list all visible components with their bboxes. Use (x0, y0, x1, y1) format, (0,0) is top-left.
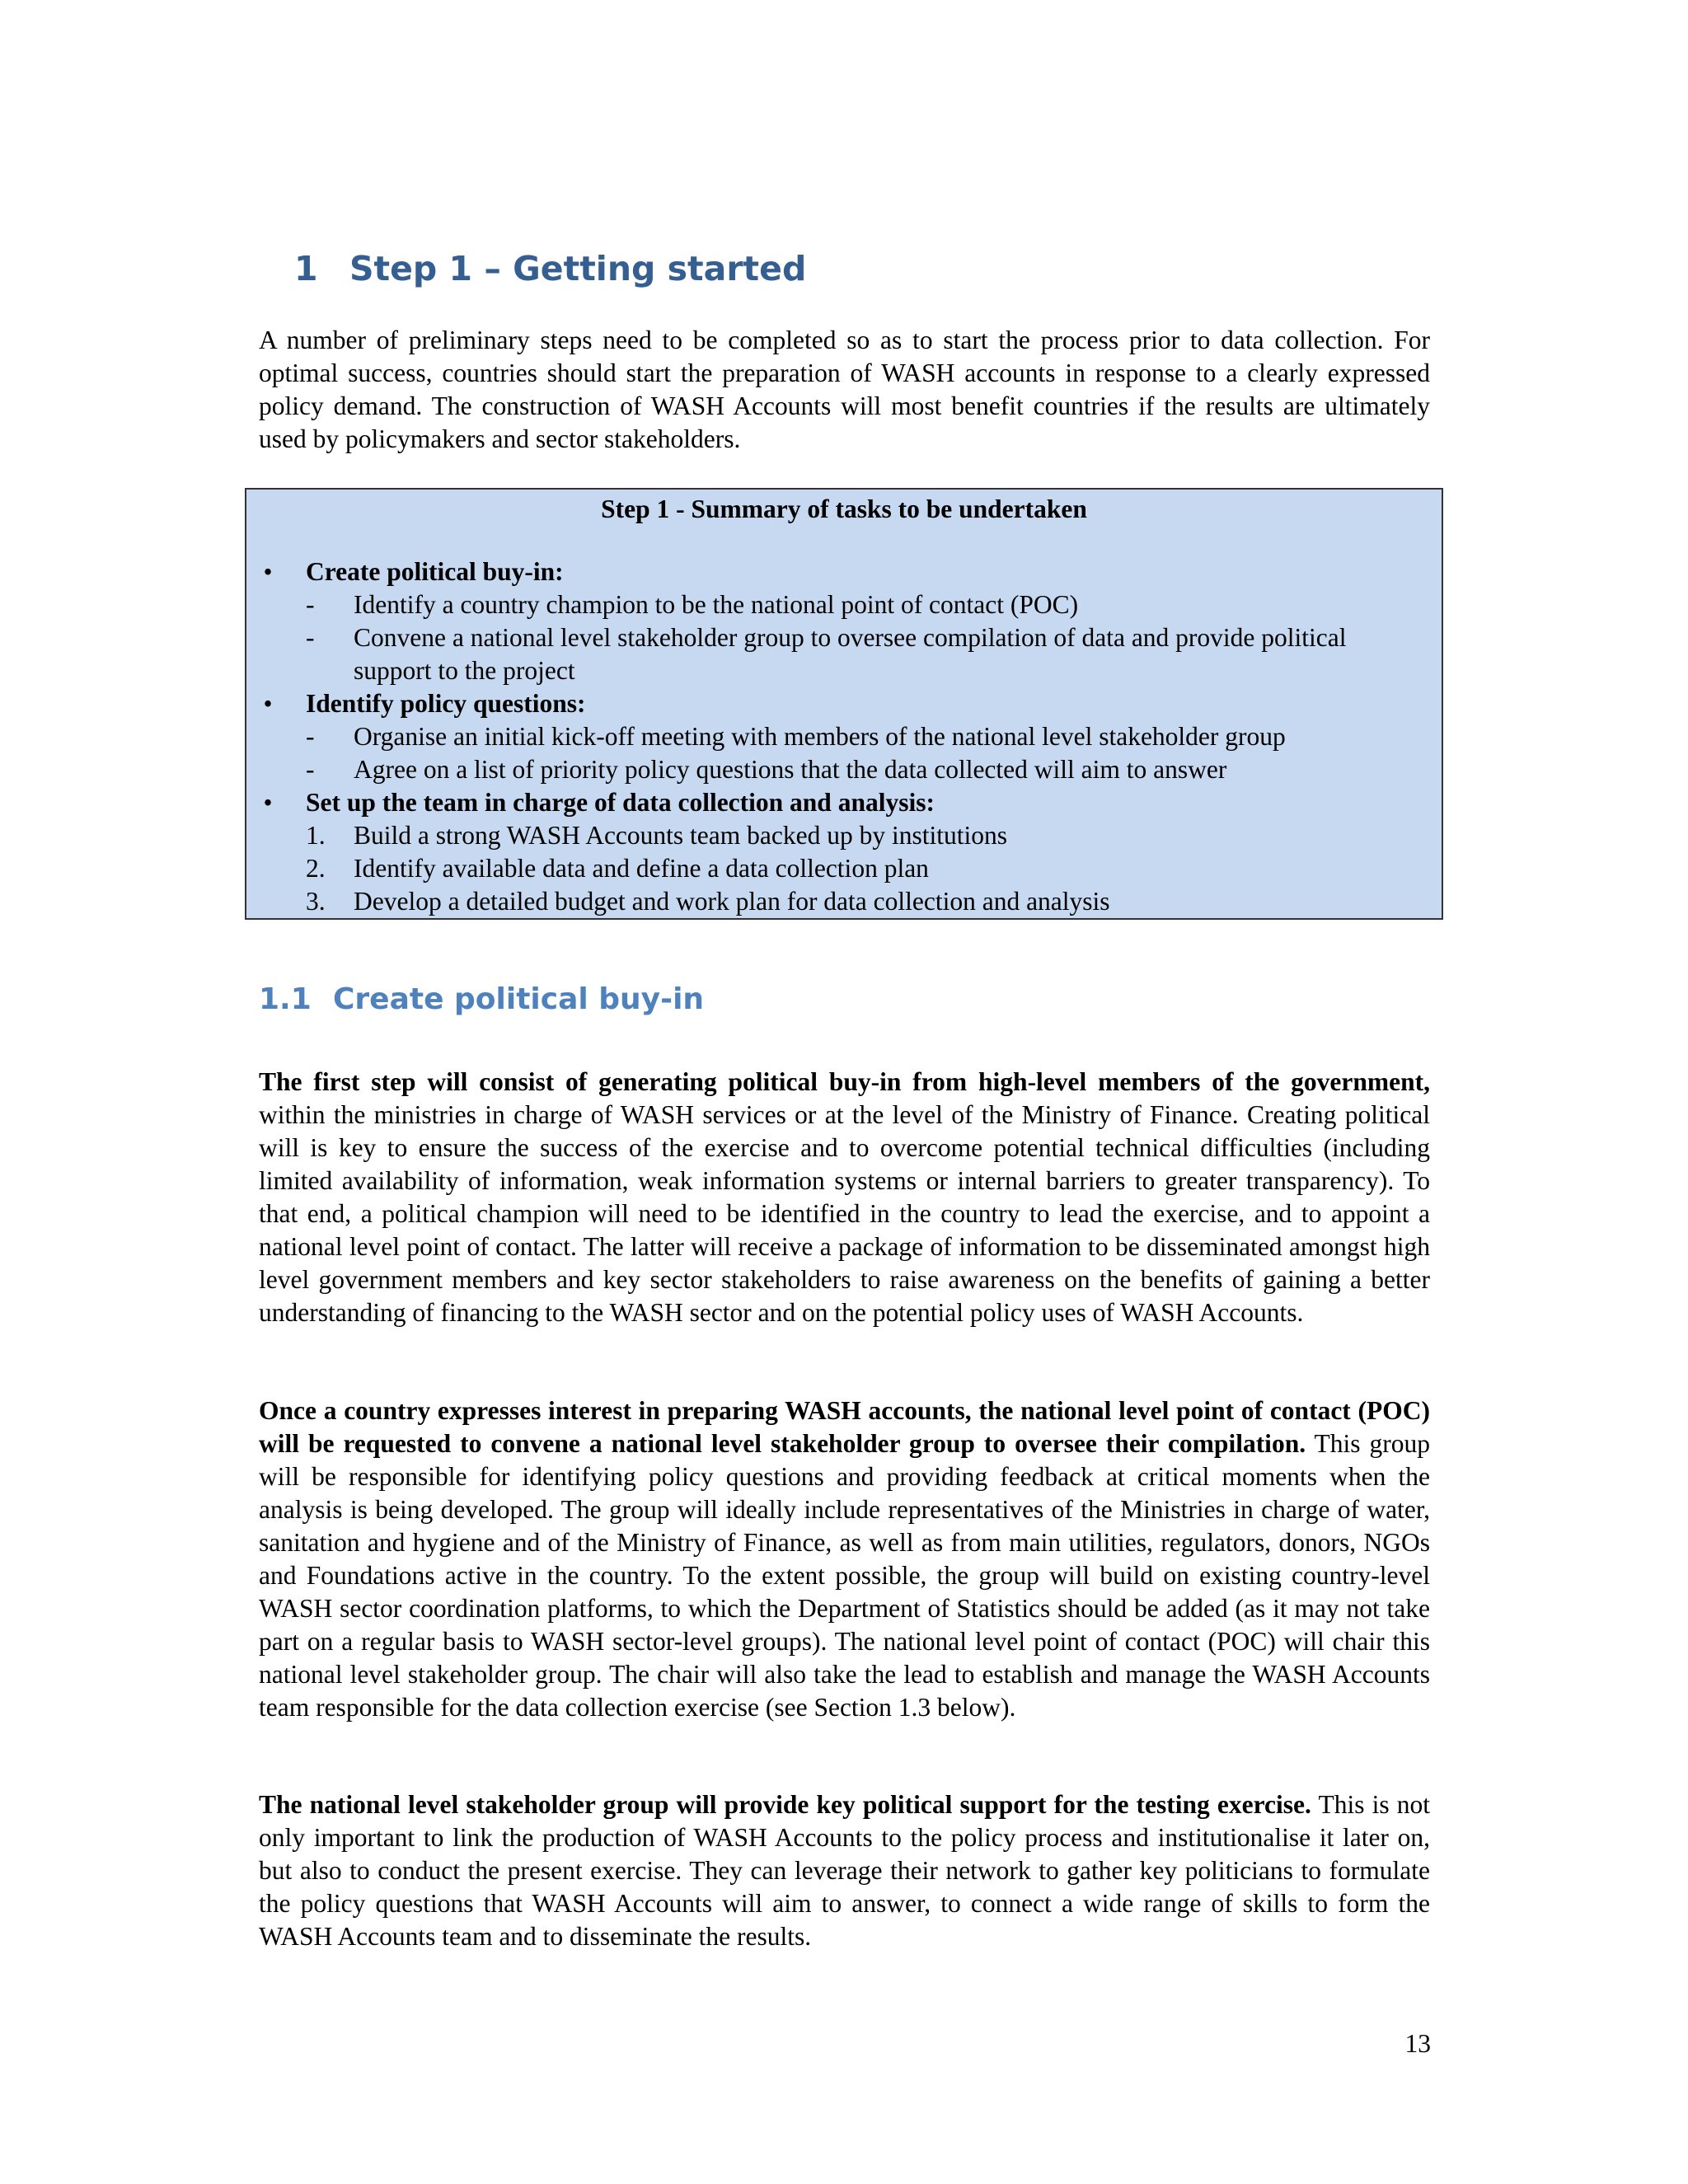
paragraph-text: within the ministries in charge of WASH services or at the level of the Ministry of Finance. Creating political will is key to ensure the success of the exercise and to overcome potential technical difficulties (including limited availability of information, weak information systems or internal barriers to greater transparency). To that end, a political champion will need to be identified in the country to lead the exercise, and to appoint a national level point of contact. The latter will receive a package of information to be disseminated amongst high level government members and key sector stakeholders to raise awareness on the benefits of gaining a better understanding of financing to the WASH sector and on the potential policy uses of WASH Accounts. (259, 1100, 1430, 1327)
subtask-text: Identify a country champion to be the national point of contact (POC) (354, 590, 1079, 619)
body-paragraph (259, 1394, 1430, 1724)
dash-marker: - (306, 722, 315, 751)
body-paragraph (259, 1066, 1430, 1329)
task-list (246, 555, 1442, 918)
task-label: Create political buy-in: (306, 557, 564, 586)
bullet-icon: • (263, 557, 273, 586)
number-marker: 2. (306, 854, 326, 883)
subtask-item (246, 621, 1442, 687)
subtask-text: Build a strong WASH Accounts team backed up by institutions (354, 821, 1007, 850)
subsection-number: 1.1 (259, 982, 312, 1016)
summary-box-title: Step 1 - Summary of tasks to be undertaken (601, 494, 1087, 523)
bullet-icon: • (263, 788, 273, 817)
body-paragraph (259, 1788, 1430, 1953)
subtask-item (246, 753, 1442, 786)
paragraph-lead: Once a country expresses interest in preparing WASH accounts, the national level point of contact (POC) will be requested to convene a national level stakeholder group to oversee their compilation. (259, 1396, 1430, 1458)
section-title: Step 1 – Getting started (349, 249, 807, 288)
subtask-text: Agree on a list of priority policy questions that the data collected will aim to answer (354, 755, 1227, 784)
subtask-item (246, 588, 1442, 621)
dash-marker: - (306, 590, 315, 619)
task-item (246, 555, 1442, 687)
task-label: Identify policy questions: (306, 689, 586, 718)
bullet-icon: • (263, 689, 273, 718)
paragraph-text: This is not only important to link the production of WASH Accounts to the policy process and institutionalise it later on, but also to conduct the present exercise. They can leverage their network to gather key politicians to formulate the policy questions that WASH Accounts will aim to answer, to connect a wide range of skills to form the WASH Accounts team and to disseminate the results. (259, 1790, 1430, 1951)
task-item (246, 687, 1442, 786)
subtask-item (246, 720, 1442, 753)
dash-marker: - (306, 623, 315, 652)
subtask-list (246, 819, 1442, 918)
dash-marker: - (306, 755, 315, 784)
page-number: 13 (1404, 2029, 1431, 2058)
subtask-list (246, 588, 1442, 687)
paragraph-lead: The first step will consist of generating political buy-in from high-level members of the government, (259, 1067, 1430, 1096)
section-heading (294, 249, 806, 288)
paragraph-lead: The national level stakeholder group will provide key political support for the testing exercise. (259, 1790, 1311, 1819)
subtask-list (246, 720, 1442, 786)
subtask-item (246, 885, 1442, 918)
intro-paragraph: A number of preliminary steps need to be completed so as to start the process prior to data collection. For optimal success, countries should start the preparation of WASH accounts in response to a clearly expressed policy demand. The construction of WASH Accounts will most benefit countries if the results are ultimately used by policymakers and sector stakeholders. (259, 326, 1430, 453)
subtask-text: Organise an initial kick-off meeting with members of the national level stakeholder group (354, 722, 1286, 751)
section-number: 1 (294, 249, 318, 288)
summary-box (245, 488, 1443, 920)
task-label: Set up the team in charge of data collection and analysis: (306, 788, 935, 817)
number-marker: 1. (306, 821, 326, 850)
paragraph-text: This group will be responsible for identifying policy questions and providing feedback at critical moments when the analysis is being developed. The group will ideally include representatives of the Ministries in charge of water, sanitation and hygiene and of the Ministry of Finance, as well as from main utilities, regulators, donors, NGOs and Foundations active in the country. To the extent possible, the group will build on existing country-level WASH sector coordination platforms, to which the Department of Statistics should be added (as it may not take part on a regular basis to WASH sector-level groups). The national level point of contact (POC) will chair this national level stakeholder group. The chair will also take the lead to establish and manage the WASH Accounts team responsible for the data collection exercise (see Section 1.3 below). (259, 1429, 1430, 1722)
subtask-text: Convene a national level stakeholder group to oversee compilation of data and provide political support to the project (354, 623, 1347, 685)
subtask-item (246, 819, 1442, 852)
subtask-text: Develop a detailed budget and work plan for data collection and analysis (354, 887, 1110, 916)
subtask-text: Identify available data and define a data collection plan (354, 854, 929, 883)
task-item (246, 786, 1442, 918)
number-marker: 3. (306, 887, 326, 916)
subtask-item (246, 852, 1442, 885)
subsection-title: Create political buy-in (333, 982, 705, 1016)
subsection-heading (259, 982, 704, 1016)
